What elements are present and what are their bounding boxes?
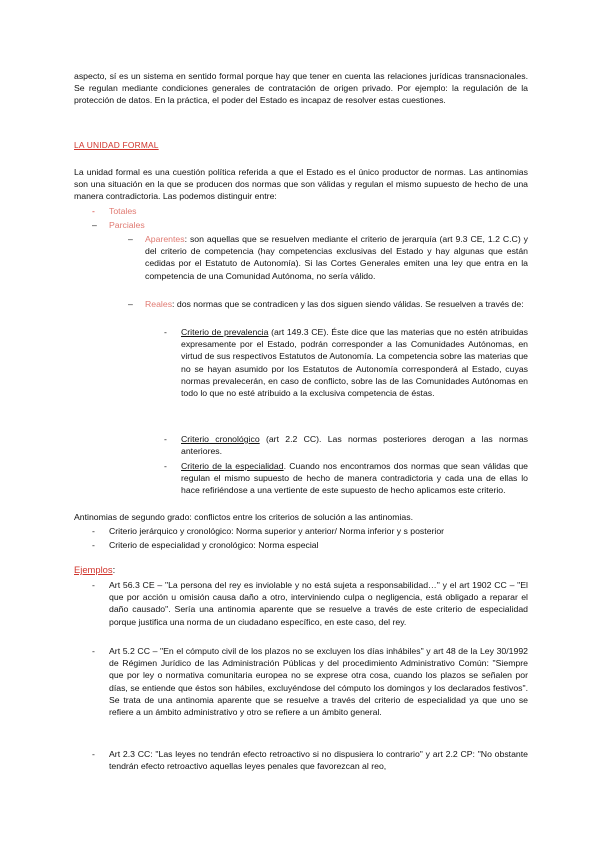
ejemplos-title <box>74 563 115 576</box>
ejemplos-colon: : <box>112 564 116 575</box>
criterio-cronologico <box>181 433 528 457</box>
bullet-dash: - <box>164 461 167 471</box>
intro-paragraph: aspecto, sí es un sistema en sentido formal porque hay que tener en cuenta las relaciones jurídicas transnacionales. Se regulan mediante condiciones generales de contratación de origen privado. Por ejemplo: la regulación de la protección de datos. En la práctica, el poder del Estado es incapaz de resolver estas cuestiones. <box>74 71 528 106</box>
reales-item <box>145 298 528 310</box>
bullet-dash: - <box>92 646 95 656</box>
criterio-especialidad <box>181 460 528 497</box>
criterio-term: Criterio cronológico <box>181 434 260 444</box>
criterio-prevalencia <box>181 326 528 399</box>
reales-term: Reales <box>145 299 173 309</box>
ejemplo-item: Art 5.2 CC – "En el cómputo civil de los plazos no se excluyen los días inhábiles" y art 48 de la Ley 30/1992 de Régimen Jurídico de las Administración Públicas y del procedimiento Administrativo Común: "Siempre que por ley o normativa comunitaria europea no se exprese otra cosa, cuando los plazos se señalen por días, se entiende que éstos son hábiles, excluyéndose del cómputo los domingos y los declarados festivos". Se trata de una antinomia aparente que se resuelve a través del criterio de especialidad ya que uno se refiere a un ámbito administrativo y otro se refiere a un ámbito general. <box>109 646 528 718</box>
aparentes-term: Aparentes <box>145 234 185 244</box>
ejemplo-item: Art 2.3 CC: "Las leyes no tendrán efecto retroactivo si no dispusiera lo contrario" y art 2.2 CP: "No obstante tendrán efecto retroactivo aquellas leyes penales que favorezcan al reo, <box>109 749 528 772</box>
bullet-dash: - <box>92 206 95 216</box>
aparentes-text: : son aquellas que se resuelven mediante el criterio de jerarquía (art 9.3 CE, 1.2 C.C) y del criterio de competencia (hay competencias exclusivas del Estado y hay algunas que están cedidas por el Estatuto de Autonomía). Si las Cortes Generales emiten una ley que entra en la competencia de una Comunidad Autónoma, no sería válido. <box>145 234 528 281</box>
bullet-dash: - <box>92 526 95 536</box>
criterio-text: . Cuando nos encontramos dos normas que sean válidas que regulan el mismo supuesto de hecho de manera contradictoria y cada una de ellas lo hace refiriéndose a una vertiente de este supuesto de hecho aplicamos este criterio. <box>181 461 528 496</box>
bullet-dash: - <box>92 540 95 550</box>
aparentes-item <box>145 233 528 282</box>
bullet-dash: - <box>92 749 95 759</box>
bullet-dash: - <box>92 580 95 590</box>
criterio-term: Criterio de prevalencia <box>181 327 269 337</box>
bullet-dash: – <box>92 220 97 230</box>
ejemplos-title-text: Ejemplos <box>74 564 113 575</box>
type-parciales: Parciales <box>109 220 145 230</box>
reales-text: : dos normas que se contradicen y las dos siguen siendo válidas. Se resuelven a través de: <box>172 299 524 309</box>
unidad-paragraph: La unidad formal es una cuestión política referida a que el Estado es el único productor de normas. Las antinomias son una situación en la que se producen dos normas que son válidas y regulan el mismo supuesto de hecho de una manera contradictoria. Las podemos distinguir entre: <box>74 167 528 202</box>
segundo-item: Criterio jerárquico y cronológico: Norma superior y anterior/ Norma inferior y s posterior <box>109 526 445 536</box>
type-totales: Totales <box>109 206 137 216</box>
criterio-text: (art 2.2 CC). Las normas posteriores derogan a las normas anteriores. <box>181 434 528 457</box>
bullet-dash: – <box>128 234 133 244</box>
bullet-dash: – <box>128 299 133 309</box>
bullet-dash: - <box>164 327 167 337</box>
ejemplo-item: Art 56.3 CE – "La persona del rey es inviolable y no está sujeta a responsabilidad…" y el art 1902 CC – "El que por acción u omisión causa daño a otro, interviniendo culpa o negligencia, está obligado a reparar el daño causado". Sería una antinomia aparente que se resuelve a través de este criterio de especialidad porque justifica una norma de un ciudadano específico, en este caso, del rey. <box>109 580 528 627</box>
section-title: LA UNIDAD FORMAL <box>74 140 159 150</box>
segundo-item: Criterio de especialidad y cronológico: Norma especial <box>109 540 319 550</box>
criterio-text: (art 149.3 CE). Éste dice que las materias que no estén atribuidas expresamente por el Estado, podrán corresponder a las Comunidades Autónomas, en virtud de sus respectivos Estatutos de Autonomía. La competencia sobre las materias que no se hayan asumido por los Estatutos de Autonomía corresponderá al Estado, cuyas normas prevalecerán, en caso de conflicto, sobre las de las Comunidades Autónomas en todo lo que no esté atribuido a la exclusiva competencia de éstas. <box>181 327 529 399</box>
bullet-dash: - <box>164 434 167 444</box>
segundo-grado-text: Antinomias de segundo grado: conflictos entre los criterios de solución a las antinomias. <box>74 512 413 522</box>
criterio-term: Criterio de la especialidad <box>181 461 284 471</box>
